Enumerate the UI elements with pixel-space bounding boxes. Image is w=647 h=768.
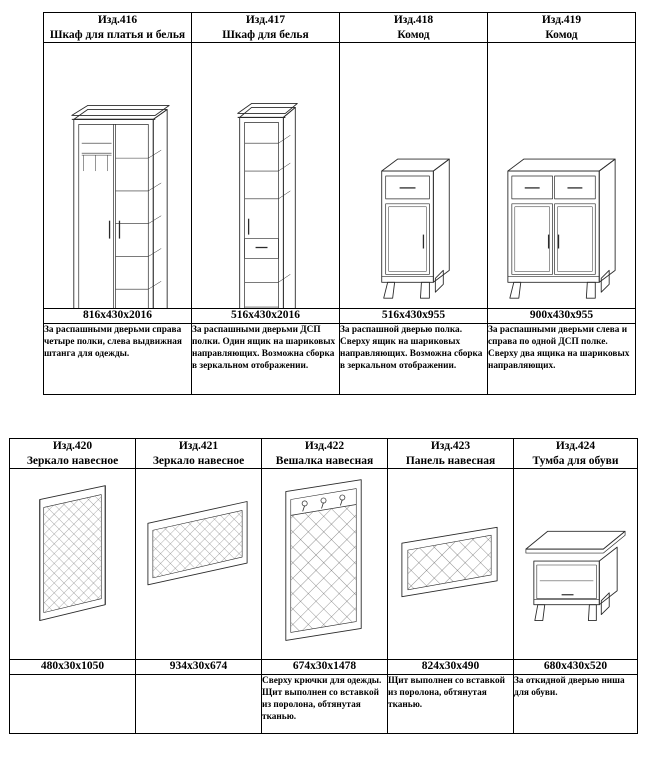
product-name: Вешалка навесная	[275, 454, 374, 467]
product-name: Тумба для обуви	[532, 454, 619, 467]
description-row	[10, 675, 638, 734]
dimensions-421: 934х30х674	[136, 660, 262, 675]
dimensions-417: 516х430х2016	[192, 309, 340, 324]
mirror-horizontal-icon	[136, 469, 261, 659]
product-code: Изд.423	[430, 440, 471, 452]
description-418: За распашной дверью полка. Сверху ящик на шариковых направляющих. Возможна сборка в зеркальном отображении.	[340, 324, 488, 395]
chest-two-door-icon	[488, 43, 635, 308]
dimensions-423: 824х30х490	[388, 660, 514, 675]
product-image-cell-423	[388, 469, 514, 660]
product-header-419	[488, 13, 636, 43]
product-image-cell-419	[488, 43, 636, 309]
wardrobe-two-door-icon	[44, 43, 191, 308]
image-row	[10, 469, 638, 660]
product-name: Комод	[397, 28, 430, 41]
image-row	[44, 43, 636, 309]
dimensions-420: 480х30х1050	[10, 660, 136, 675]
wall-hanger-icon	[262, 469, 387, 659]
product-name: Панель навесная	[405, 454, 496, 467]
product-header-423	[388, 439, 514, 469]
product-code: Изд.421	[178, 440, 219, 452]
product-header-422	[262, 439, 388, 469]
dimensions-422: 674х30х1478	[262, 660, 388, 675]
description-421	[136, 675, 262, 734]
wall-panel-icon	[388, 469, 513, 659]
product-image-cell-416	[44, 43, 192, 309]
dimensions-row	[44, 309, 636, 324]
specification-table-lower	[9, 438, 638, 734]
product-image-cell-417	[192, 43, 340, 309]
product-header-420	[10, 439, 136, 469]
product-image-cell-424	[514, 469, 638, 660]
product-header-417	[192, 13, 340, 43]
description-423: Щит выполнен со вставкой из поролона, обтянутая тканью.	[388, 675, 514, 734]
product-image-cell-421	[136, 469, 262, 660]
product-header-421	[136, 439, 262, 469]
header-row	[44, 13, 636, 43]
product-name: Зеркало навесное	[26, 454, 119, 467]
product-name: Комод	[545, 28, 578, 41]
product-code: Изд.422	[304, 440, 345, 452]
mirror-vertical-icon	[10, 469, 135, 659]
product-code: Изд.420	[52, 440, 93, 452]
dimensions-row	[10, 660, 638, 675]
description-424: За откидной дверью ниша для обуви.	[514, 675, 638, 734]
product-image-cell-422	[262, 469, 388, 660]
product-name: Зеркало навесное	[152, 454, 245, 467]
wardrobe-one-door-icon	[192, 43, 339, 308]
product-name: Шкаф для белья	[222, 28, 309, 41]
product-image-cell-420	[10, 469, 136, 660]
dimensions-419: 900х430х955	[488, 309, 636, 324]
description-420	[10, 675, 136, 734]
product-header-424	[514, 439, 638, 469]
product-header-416	[44, 13, 192, 43]
product-name: Шкаф для платья и белья	[49, 28, 186, 41]
description-row	[44, 324, 636, 395]
chest-one-door-icon	[340, 43, 487, 308]
description-416: За распашными дверьми справа четыре полки, слева выдвижная штанга для одежды.	[44, 324, 192, 395]
header-row	[10, 439, 638, 469]
product-code: Изд.418	[393, 14, 434, 26]
product-code: Изд.416	[97, 14, 138, 26]
dimensions-416: 816х430х2016	[44, 309, 192, 324]
description-417: За распашными дверьми ДСП полки. Один ящик на шариковых направляющих. Возможна сборка в зеркальном отображении.	[192, 324, 340, 395]
dimensions-424: 680х430х520	[514, 660, 638, 675]
product-code: Изд.419	[541, 14, 582, 26]
description-419: За распашными дверьми слева и справа по одной ДСП полке. Сверху два ящика на шариковых направляющих.	[488, 324, 636, 395]
description-422: Сверху крючки для одежды. Щит выполнен со вставкой из поролона, обтянутая тканью.	[262, 675, 388, 734]
product-image-cell-418	[340, 43, 488, 309]
shoe-cabinet-icon	[514, 469, 637, 659]
product-code: Изд.424	[555, 440, 596, 452]
product-code: Изд.417	[245, 14, 286, 26]
specification-table-upper	[43, 12, 636, 395]
dimensions-418: 516х430х955	[340, 309, 488, 324]
product-header-418	[340, 13, 488, 43]
